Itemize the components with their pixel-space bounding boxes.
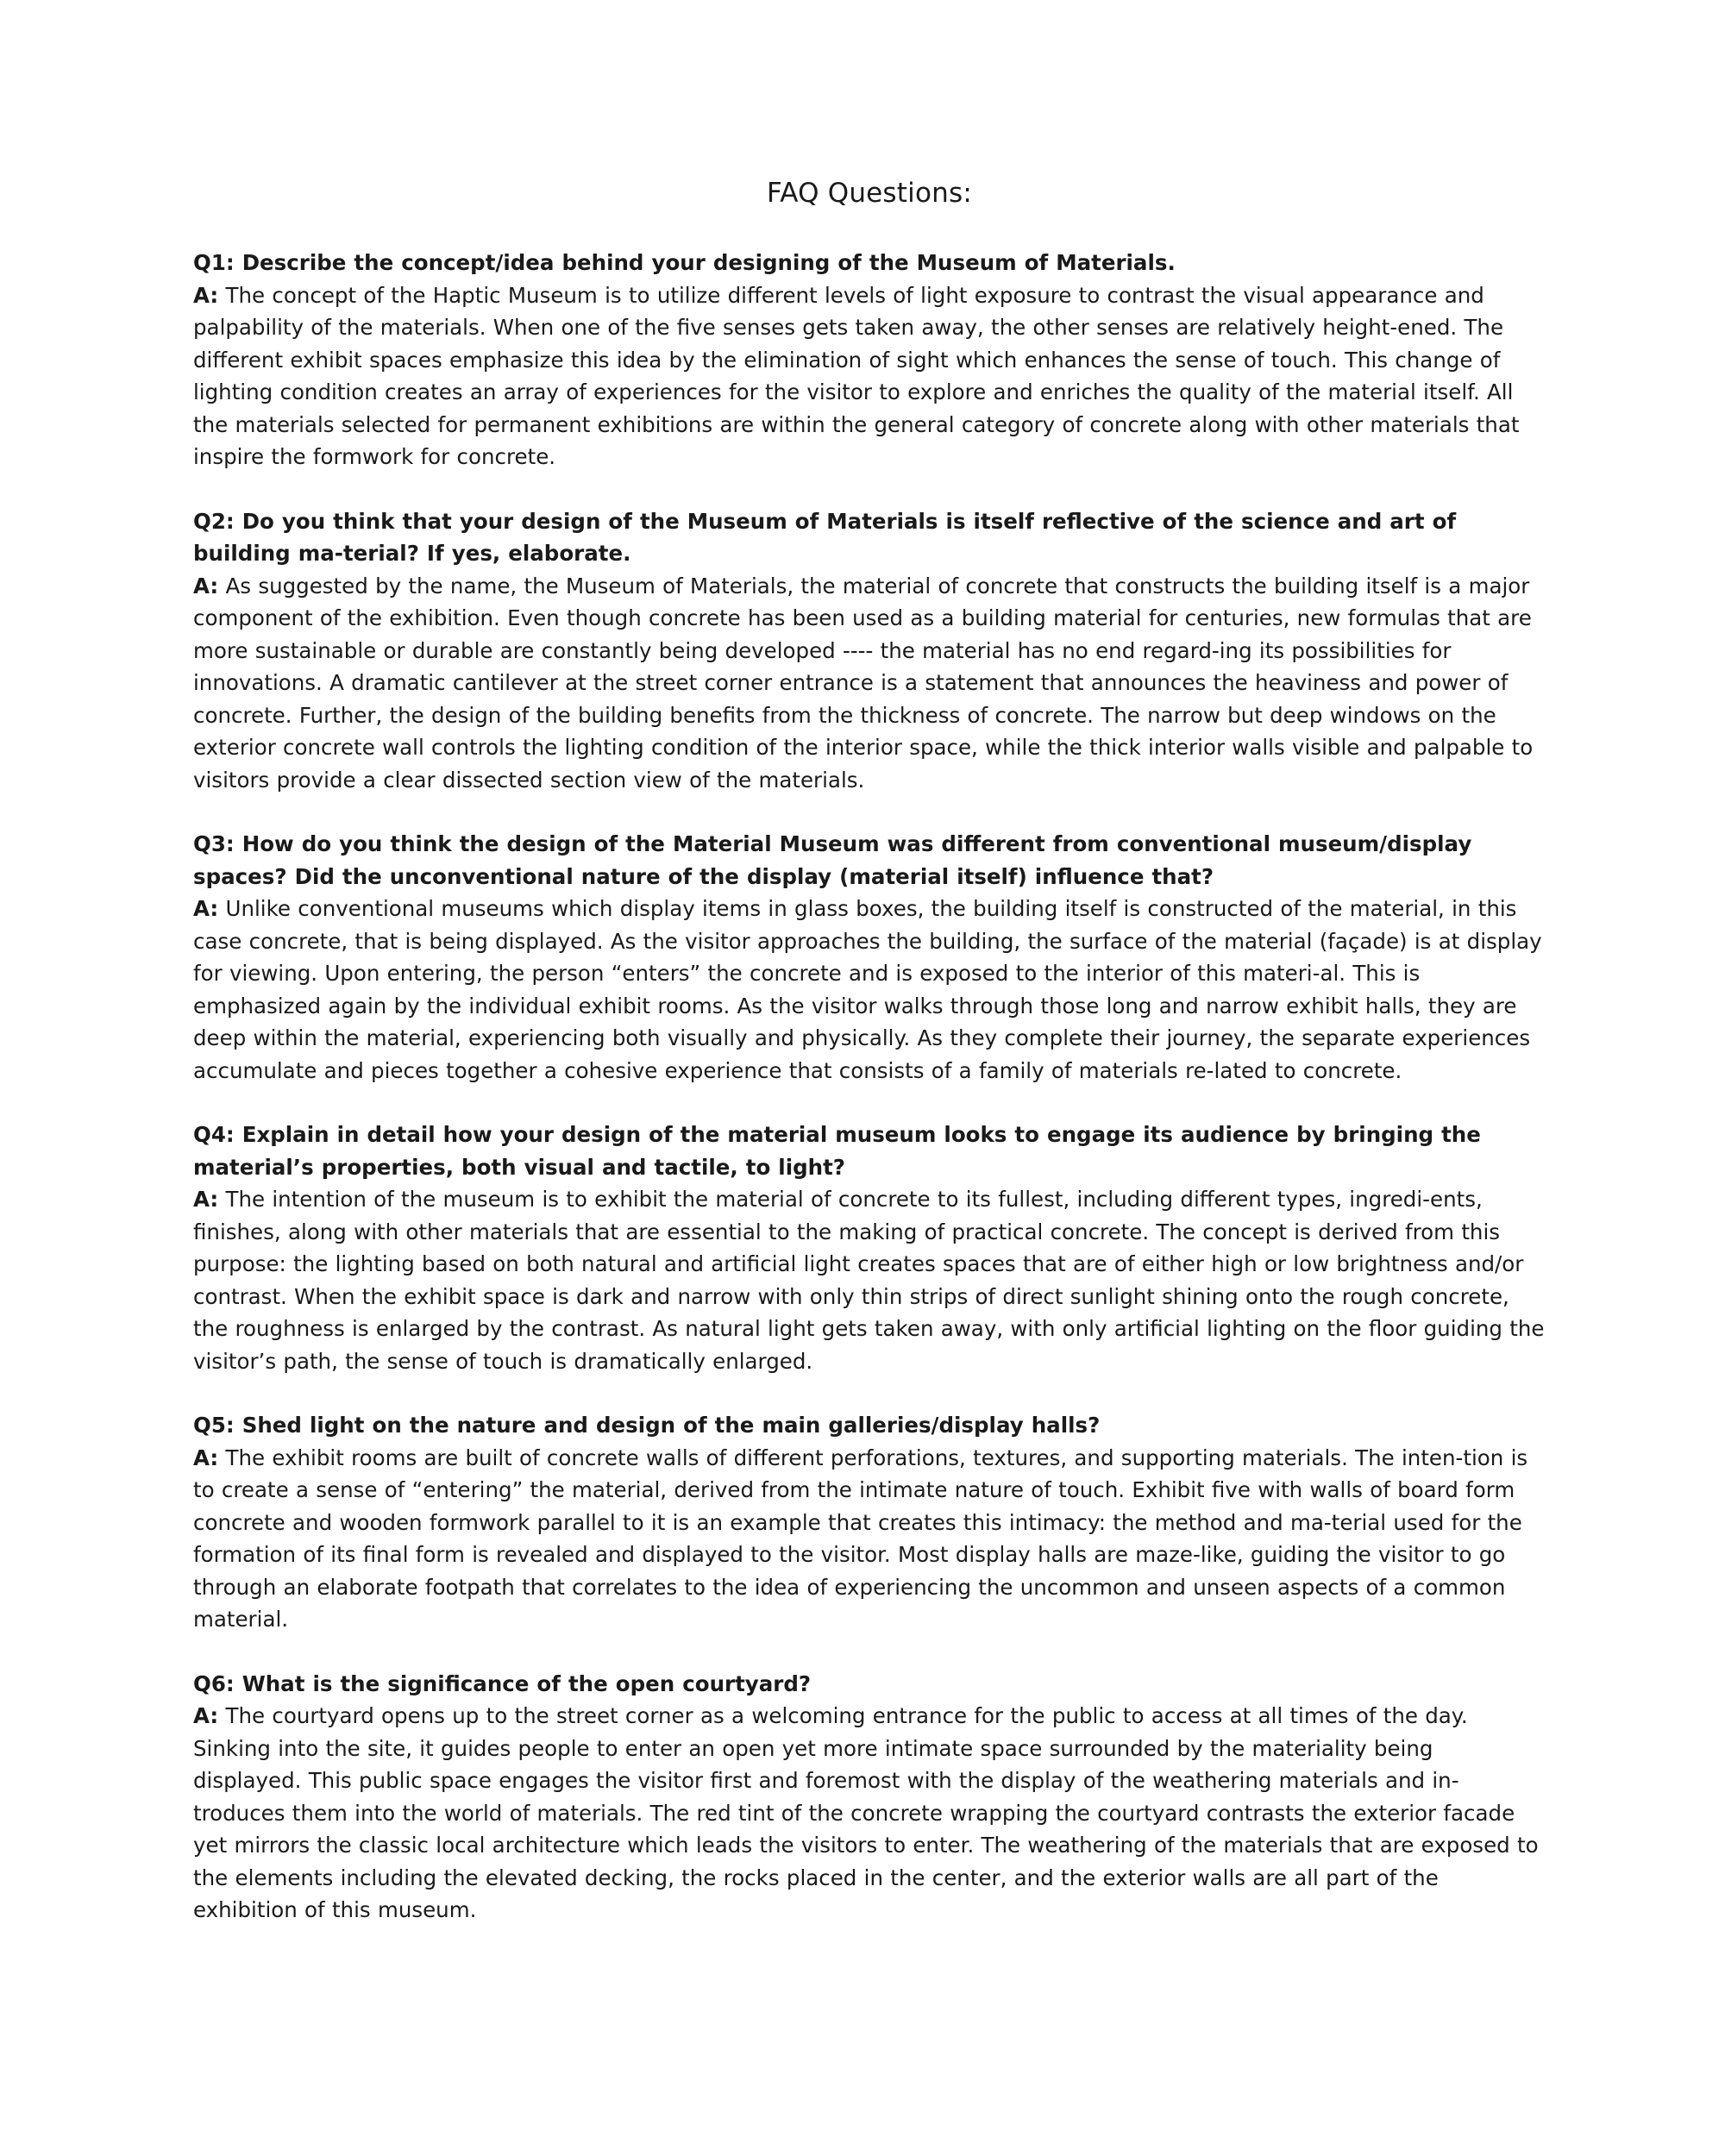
faq-answer-text: The exhibit rooms are built of concrete walls of different perforations, textures, and supporting materials. The inten-tion is to create a sense of “entering” the material, derived from the intimate nature of touch. Exhibit five with walls of board form concrete and wooden formwork parallel to it is an example that creates this intimacy: the method and ma-terial used for the formation of its final form is revealed and displayed to the visitor. Most display halls are maze-like, guiding the visitor to go through an elaborate footpath that correlates to the idea of experiencing the uncommon and unseen aspects of a common material.: [193, 1445, 1528, 1632]
answer-prefix: A:: [193, 282, 219, 308]
faq-answer-text: The courtyard opens up to the street corner as a welcoming entrance for the public to access at all times of the day. Sinking into the site, it guides people to enter an open yet more intimate space surrounded by the materiality being displayed. This public space engages the visitor first and foremost with the display of the weathering materials and in-troduces them into the world of materials. The red tint of the concrete wrapping the courtyard contrasts the exterior facade yet mirrors the classic local architecture which leads the visitors to enter. The weathering of the materials that are exposed to the elements including the elevated decking, the rocks placed in the center, and the exterior walls are all part of the exhibition of this museum.: [193, 1703, 1539, 1922]
faq-item-q1: [193, 247, 1546, 473]
faq-question: Q5: Shed light on the nature and design of the main galleries/display halls?: [193, 1413, 1101, 1438]
faq-question: Q2: Do you think that your design of the Museum of Materials is itself reflective of the science and art of building ma-terial? If yes, elaborate.: [193, 508, 1457, 566]
faq-answer: [193, 1183, 1546, 1377]
faq-answer: [193, 893, 1546, 1087]
page-title: FAQ Questions:: [767, 178, 972, 209]
faq-question: Q1: Describe the concept/idea behind your designing of the Museum of Materials.: [193, 250, 1176, 275]
answer-prefix: A:: [193, 1445, 219, 1470]
faq-item-q6: [193, 1668, 1546, 1927]
answer-prefix: A:: [193, 1187, 219, 1212]
faq-item-q2: [193, 505, 1546, 797]
faq-item-q5: [193, 1409, 1546, 1636]
faq-answer-text: The intention of the museum is to exhibit the material of concrete to its fullest, including different types, ingredi-ents, finishes, along with other materials that are essential to the making of practical concrete. The concept is derived from this purpose: the lighting based on both natural and artificial light creates spaces that are of either high or low brightness and/or contrast. When the exhibit space is dark and narrow with only thin strips of direct sunlight shining onto the rough concrete, the roughness is enlarged by the contrast. As natural light gets taken away, with only artificial lighting on the floor guiding the visitor’s path, the sense of touch is dramatically enlarged.: [193, 1187, 1545, 1374]
faq-item-q3: [193, 828, 1546, 1087]
faq-answer-text: The concept of the Haptic Museum is to utilize different levels of light exposure to contrast the visual appearance and palpability of the materials. When one of the five senses gets taken away, the other senses are relatively height-ened. The different exhibit spaces emphasize this idea by the elimination of sight which enhances the sense of touch. This change of lighting condition creates an array of experiences for the visitor to explore and enriches the quality of the material itself. All the materials selected for permanent exhibitions are within the general category of concrete along with other materials that inspire the formwork for concrete.: [193, 282, 1520, 469]
faq-question: Q3: How do you think the design of the Material Museum was different from conventional museum/display spaces? Did the unconventional nature of the display (material itself) influence that?: [193, 831, 1472, 889]
faq-answer-text: Unlike conventional museums which display items in glass boxes, the building itself is constructed of the material, in this case concrete, that is being displayed. As the visitor approaches the building, the surface of the material (façade) is at display for viewing. Upon entering, the person “enters” the concrete and is exposed to the interior of this materi-al. This is emphasized again by the individual exhibit rooms. As the visitor walks through those long and narrow exhibit halls, they are deep within the material, experiencing both visually and physically. As they complete their journey, the separate experiences accumulate and pieces together a cohesive experience that consists of a family of materials re-lated to concrete.: [193, 896, 1542, 1083]
answer-prefix: A:: [193, 896, 219, 921]
faq-answer: [193, 570, 1546, 797]
faq-answer: [193, 279, 1546, 473]
faq-question: Q6: What is the significance of the open courtyard?: [193, 1670, 812, 1696]
faq-answer: [193, 1442, 1546, 1636]
faq-question: Q4: Explain in detail how your design of the material museum looks to engage its audience by bringing the material’s properties, both visual and tactile, to light?: [193, 1122, 1481, 1180]
faq-item-q4: [193, 1119, 1546, 1377]
faq-answer: [193, 1700, 1546, 1927]
answer-prefix: A:: [193, 573, 219, 599]
faq-document: [193, 178, 1546, 1959]
faq-answer-text: As suggested by the name, the Museum of Materials, the material of concrete that constructs the building itself is a major component of the exhibition. Even though concrete has been used as a building material for centuries, new formulas that are more sustainable or durable are constantly being developed ---- the material has no end regard-ing its possibilities for innovations. A dramatic cantilever at the street corner entrance is a statement that announces the heaviness and power of concrete. Further, the design of the building benefits from the thickness of concrete. The narrow but deep windows on the exterior concrete wall controls the lighting condition of the interior space, while the thick interior walls visible and palpable to visitors provide a clear dissected section view of the materials.: [193, 573, 1534, 793]
answer-prefix: A:: [193, 1703, 219, 1728]
